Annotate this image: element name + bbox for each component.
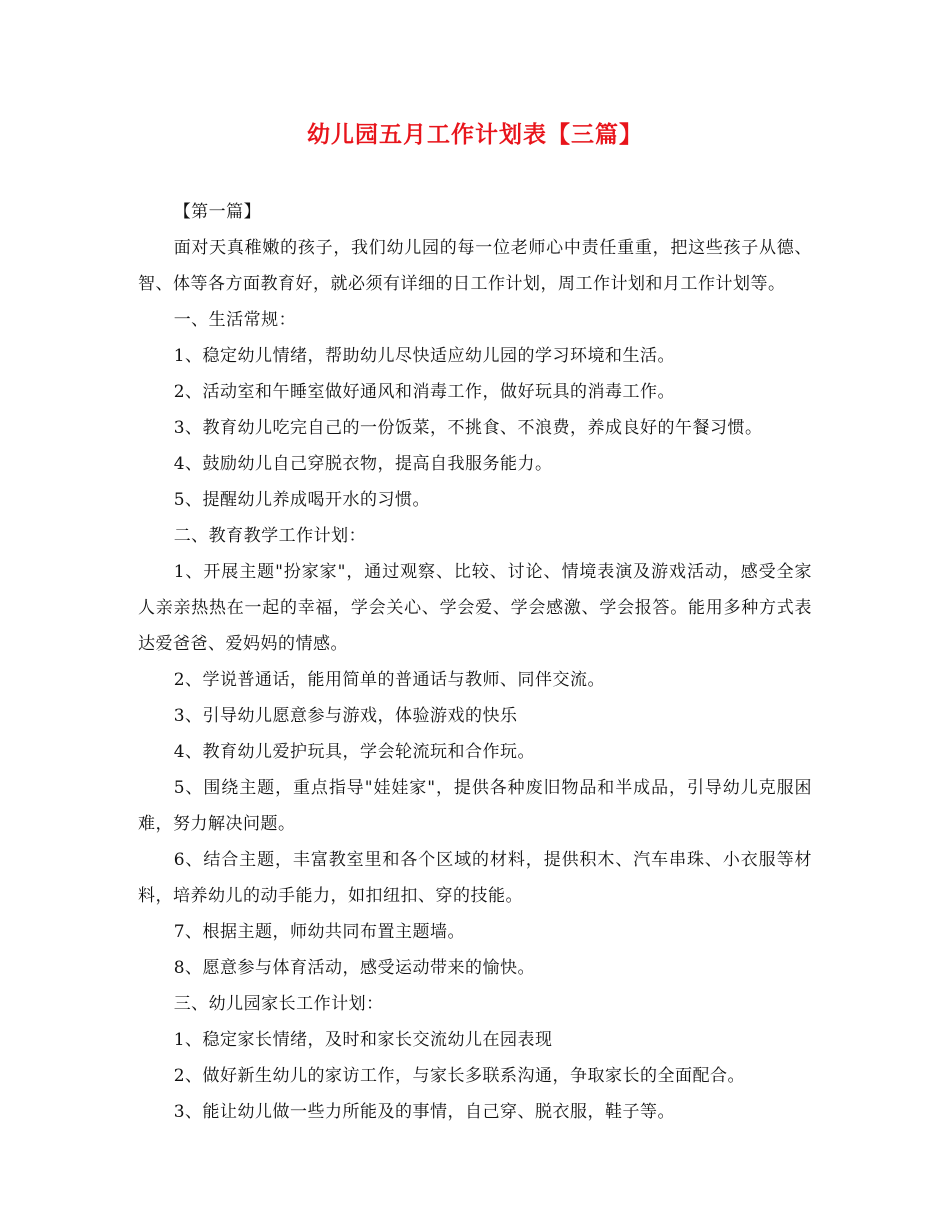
list-item: 1、稳定幼儿情绪，帮助幼儿尽快适应幼儿园的学习环境和生活。 xyxy=(173,346,676,366)
list-item: 4、教育幼儿爱护玩具，学会轮流玩和合作玩。 xyxy=(173,742,536,762)
document-title: 幼儿园五月工作计划表【三篇】 xyxy=(307,121,643,148)
list-item: 2、活动室和午睡室做好通风和消毒工作，做好玩具的消毒工作。 xyxy=(173,382,676,402)
section-heading-parent-work: 三、幼儿园家长工作计划： xyxy=(173,994,384,1014)
list-item: 5、围绕主题，重点指导"娃娃家"，提供各种废旧物品和半成品，引导幼儿克服困难，努力解决问题。 xyxy=(138,778,812,834)
list-item: 2、学说普通话，能用简单的普通话与教师、同伴交流。 xyxy=(173,670,606,690)
list-item: 1、稳定家长情绪，及时和家长交流幼儿在园表现 xyxy=(173,1030,553,1050)
list-item: 2、做好新生幼儿的家访工作，与家长多联系沟通，争取家长的全面配合。 xyxy=(173,1066,746,1086)
list-item: 6、结合主题，丰富教室里和各个区域的材料，提供积木、汽车串珠、小衣服等材料，培养幼儿的动手能力，如扣纽扣、穿的技能。 xyxy=(138,850,812,906)
list-item: 5、提醒幼儿养成喝开水的习惯。 xyxy=(173,490,431,510)
list-item: 3、能让幼儿做一些力所能及的事情，自己穿、脱衣服，鞋子等。 xyxy=(173,1102,676,1122)
list-item: 8、愿意参与体育活动，感受运动带来的愉快。 xyxy=(173,958,536,978)
intro-paragraph: 面对天真稚嫩的孩子，我们幼儿园的每一位老师心中责任重重，把这些孩子从德、智、体等各方面教育好，就必须有详细的日工作计划，周工作计划和月工作计划等。 xyxy=(138,238,812,294)
document-body xyxy=(138,194,812,1130)
list-item: 3、引导幼儿愿意参与游戏，体验游戏的快乐 xyxy=(173,706,518,726)
list-item: 7、根据主题，师幼共同布置主题墙。 xyxy=(173,922,466,942)
section-heading-teaching-plan: 二、教育教学工作计划： xyxy=(173,526,367,546)
list-item: 1、开展主题"扮家家"，通过观察、比较、讨论、情境表演及游戏活动，感受全家人亲亲热热在一起的幸福，学会关心、学会爱、学会感激、学会报答。能用多种方式表达爱爸爸、爱妈妈的情感。 xyxy=(138,562,812,654)
list-item: 3、教育幼儿吃完自己的一份饭菜，不挑食、不浪费，养成良好的午餐习惯。 xyxy=(173,418,763,438)
list-item: 4、鼓励幼儿自己穿脱衣物，提高自我服务能力。 xyxy=(173,454,553,474)
section-heading-part-one: 【第一篇】 xyxy=(173,202,262,222)
section-heading-daily-routine: 一、生活常规： xyxy=(173,310,297,330)
